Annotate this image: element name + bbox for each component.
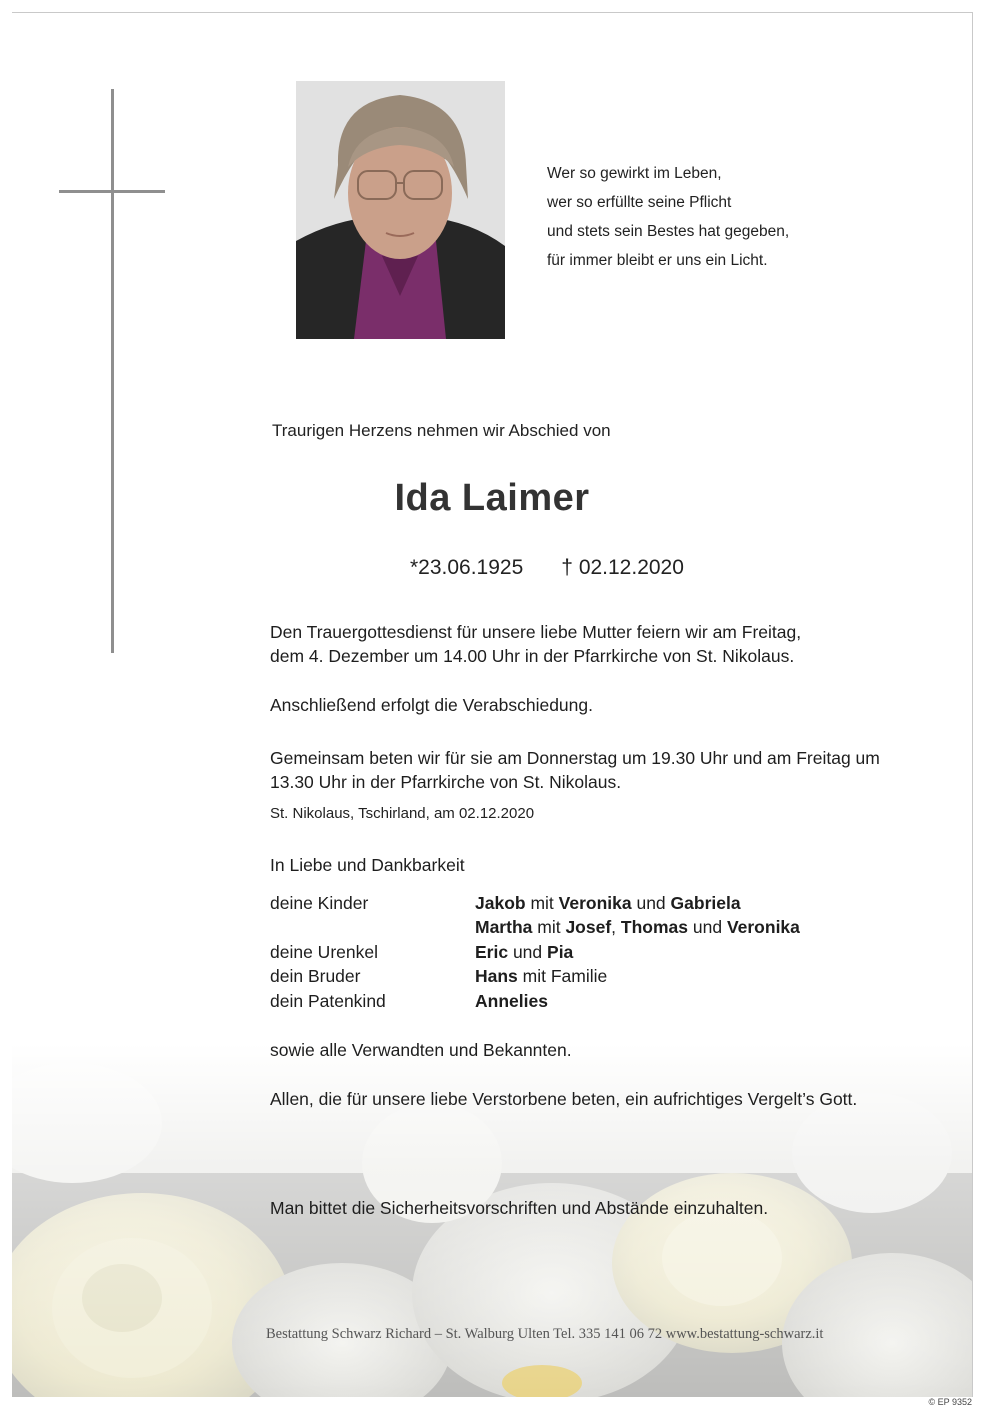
family-names: Annelies: [475, 990, 548, 1011]
cross-horizontal-bar: [59, 190, 165, 193]
family-row: [270, 940, 800, 964]
family-names: Eric und Pia: [475, 941, 574, 962]
place-and-date: St. Nikolaus, Tschirland, am 02.12.2020: [270, 805, 535, 822]
birth-date: *23.06.1925: [410, 556, 524, 579]
family-names: Martha mit Josef, Thomas und Veronika: [475, 917, 800, 938]
prayer-announcement: [270, 746, 880, 794]
family-row: [270, 915, 800, 939]
obituary-sheet: [12, 12, 973, 1397]
poem-line: Wer so gewirkt im Leben,: [547, 165, 722, 182]
safety-note: Man bittet die Sicherheitsvorschriften und Abstände einzuhalten.: [270, 1198, 769, 1218]
family-row: [270, 891, 800, 915]
prayer-line: 13.30 Uhr in der Pfarrkirche von St. Nikolaus.: [270, 772, 622, 792]
poem-line: wer so erfüllte seine Pflicht: [547, 194, 732, 211]
portrait-photo: [296, 81, 505, 339]
relatives-note: sowie alle Verwandten und Bekannten.: [270, 1040, 572, 1060]
poem-line: für immer bleibt er uns ein Licht.: [547, 252, 768, 269]
relation-label: deine Kinder: [270, 893, 369, 913]
cross-icon: †: [561, 556, 573, 579]
family-names: Hans mit Familie: [475, 966, 608, 987]
service-line: dem 4. Dezember um 14.00 Uhr in der Pfarrkirche von St. Nikolaus.: [270, 646, 795, 666]
funeral-home-footer: Bestattung Schwarz Richard – St. Walburg Ulten Tel. 335 141 06 72 www.bestattung-schwarz.it: [266, 1326, 824, 1342]
relation-label: dein Bruder: [270, 966, 361, 987]
relation-label: deine Urenkel: [270, 941, 378, 962]
intro-text: Traurigen Herzens nehmen wir Abschied von: [272, 421, 611, 440]
life-dates: [410, 556, 684, 580]
love-and-gratitude: In Liebe und Dankbarkeit: [270, 855, 465, 875]
family-list: [270, 891, 800, 1013]
death-date: 02.12.2020: [578, 556, 684, 579]
prayer-line: Gemeinsam beten wir für sie am Donnerstag um 19.30 Uhr und am Freitag um: [270, 748, 880, 768]
memorial-poem: [547, 159, 789, 275]
thanks-note: Allen, die für unsere liebe Verstorbene beten, ein aufrichtiges Vergelt’s Gott.: [270, 1089, 858, 1109]
service-announcement: [270, 620, 801, 668]
family-row: [270, 964, 800, 988]
deceased-name: Ida Laimer: [394, 477, 590, 519]
cross-vertical-bar: [111, 89, 114, 653]
family-row: [270, 989, 800, 1013]
service-line: Den Trauergottesdienst für unsere liebe Mutter feiern wir am Freitag,: [270, 622, 802, 642]
farewell-note: Anschließend erfolgt die Verabschiedung.: [270, 695, 593, 715]
family-names: Jakob mit Veronika und Gabriela: [475, 893, 741, 913]
template-code: © EP 9352: [928, 1397, 972, 1407]
relation-label: dein Patenkind: [270, 990, 386, 1011]
poem-line: und stets sein Bestes hat gegeben,: [547, 223, 790, 240]
